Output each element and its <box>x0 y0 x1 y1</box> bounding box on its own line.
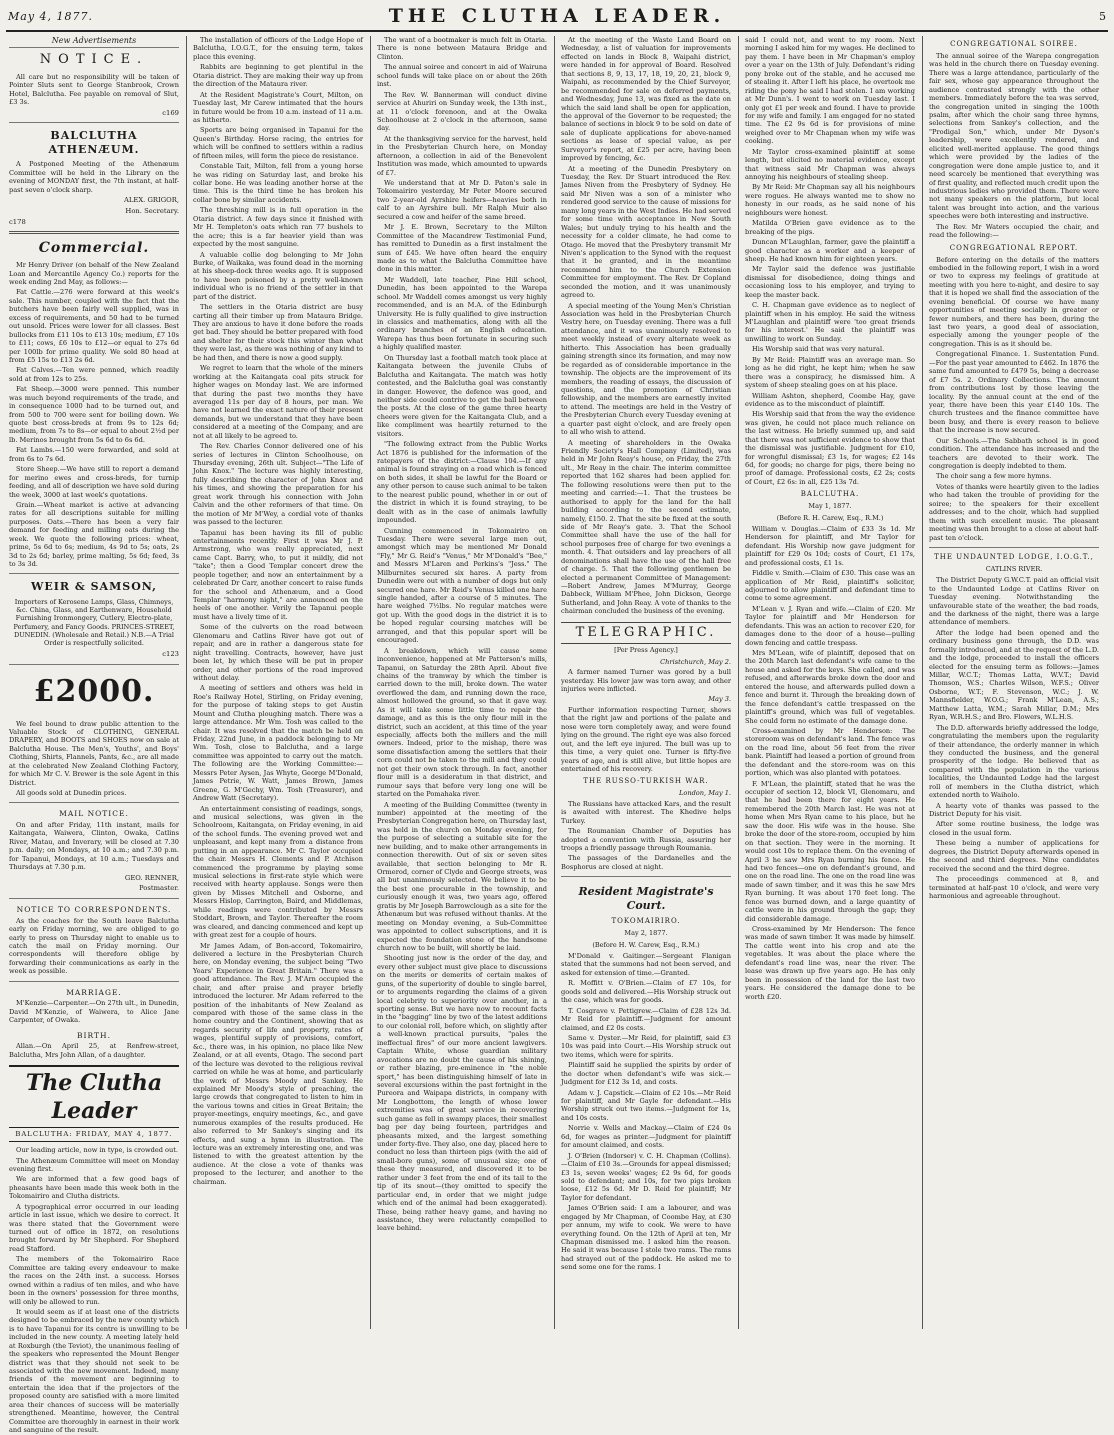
news-paragraph: At a meeting of the Dunedin Presbytery on Tuesday, the Rev. Dr Stuart introduced the Rev. James Niven from the Presbytery of Sydney. He said Mr Niven was a son of a minister who rendered good service to the cause of missions for many long years in the West Indies. He had served for some time with acceptance in New South Wales; but unduly trying to his health and the necessity for a colder climate, he had come to Otago. He moved that the Presbytery transmit Mr Niven's application to the Synod with the request that it be granted, and in the meantime recommend him to the Church Extension Committee for employment. The Rev. Dr Copland seconded the motion, and it was unanimously agreed to. <box>561 164 731 300</box>
telegraphic-paragraph: A farmer named Turner was gored by a bull yesterday. His lower jaw was torn away, and other injuries were inflicted. <box>561 668 731 693</box>
news-paragraph: The Rev. Mr Waters occupied the chair, and read the following:— <box>929 222 1099 240</box>
war-heading: THE RUSSO-TURKISH WAR. <box>583 777 709 786</box>
postmaster-signature: GEO. RENNER, <box>124 873 179 882</box>
news-paragraph: The D.D. afterwards briefly addressed the lodge, congratulating the members upon the regularity of their attendance, the orderly manner in which they conducted the business, and the general prosperity of the lodge. He believed that as compared with the population in the various localities, the Undaunted Lodge had the largest roll of members in the Clutha district, which extended north to Waiholo. <box>929 723 1099 800</box>
court-heading: Resident Magistrate's Court. <box>578 885 714 913</box>
telegraphic-subheading: [Per Press Agency.] <box>614 646 678 655</box>
weir-samson-text: Importers of Kerosene Lamps, Glass, Chimneys, &c. China, Glass, and Earthenware, Household Furnishing Ironmongery, Cutlery, Electro-plate, Perfumery, and Fancy Goods. PRINCES-STREET, DUNEDIN. (Wholesale and Retail.) N.B.—A Trial Order is respectfully solicited. <box>13 597 175 648</box>
column-3 <box>374 36 550 1329</box>
court-case: Cross-examined by Mr Henderson: The fence was made of sawn timber. It was made by himself. The cattle went into his crop and ate the vegetables. It was about the place where the defendant's road line was, near the river. The lease was drawn up five years ago. He has only been in possession of the land for the last two years. He considered the damage done to be worth £20. <box>745 925 915 1001</box>
court-case: Plaintiff said he supplied the spirits by order of the doctor when defendant's wife was sick.—Judgment for £12 3s 1d, and costs. <box>561 1061 731 1087</box>
masthead-date: May 4, 1877. <box>8 10 94 23</box>
weir-samson-code: c123 <box>162 650 179 659</box>
column-2 <box>190 36 366 1329</box>
commercial-paragraph: Fat Calves.—Ten were penned, which readily sold at from 12s to 25s. <box>9 366 179 383</box>
court-case: Mr Taylor cross-examined plaintiff at some length, but elicited no material evidence, except that witness said Mr Chapman was always annoying his neighbours of stealing sheep. <box>745 147 915 181</box>
divider <box>929 547 1099 548</box>
news-paragraph: These being a number of applications for degrees, the District Deputy afterwards opened in the second and third degrees. Nine candidates received the second and the third degree. <box>929 839 1099 873</box>
court-case: M'Lean v. J. Ryan and wife.—Claim of £20. Mr Taylor for plaintiff and Mr Henderson for defendants. This was an action to recover £20, for damages done to the door of a house—pulling down fencing and cattle trespass. <box>745 604 915 647</box>
masthead <box>6 4 1108 32</box>
news-paragraph: Votes of thanks were heartily given to the ladies who had taken the trouble of providing for the soiree; to the speakers for their excellent addresses; and to the choir, which had supplied them with such excellent music. The pleasant meeting was then brought to a close at about half-past ten o'clock. <box>929 482 1099 542</box>
news-paragraph: Mr James Adam, of Bon-accord, Tokomairiro, delivered a lecture in the Presbyterian Church here, on Monday evening, the subject being "Two Years' Experience in Great Britain." There was a good attendance. The Rev. J. M'Arn occupied the chair, and after praise and prayer briefly introduced the lecturer. Mr Adam referred to the position of the inhabitants of New Zealand as compared with those of the same class in the home country and the Continent, showing that as regards security of life and property, rates of wages, plentiful supply of provisions, comfort, &c., there was, in his opinion, no place like New Zealand, or at all events, Otago. The second part of the lecture was devoted to the religious revival carried on while he was at home, and particularly the work of Messrs Moody and Sankey. He explained Mr Moody's style of preaching, the large crowds that congregated to listen to him in the various towns and cities in Great Britain; the prayer-meetings, enquiry meetings, &c., and gave numerous examples of the results produced. He also referred to Mr Sankey's singing and its effects, and sung a hymn in illustration. The lecture was an extremely interesting one, and was listened to with the greatest attention by the audience. At the close a vote of thanks was proposed to the lecturer, and another to the chairman. <box>193 941 363 1186</box>
court-case: William v. Douglas.—Claim of £33 3s 1d. Mr Henderson for plaintiff, and Mr Taylor for defendant. His Worship now gave judgment for plaintiff for £29 0s 10d; costs of Court, £1 17s, and professional costs, £1 1s. <box>745 524 915 567</box>
amount-heading: £2000. <box>33 674 155 710</box>
court-case: Cross-examined by Mr Henderson: The storeroom was on defendant's land. The fence was on the road line, about 56 feet from the river bank. Plaintiff had leased a portion of ground from the defendant and the store-room was on this portion, which was also planted with potatoes. <box>745 726 915 778</box>
court-case: F. M'Lean, the plaintiff, stated that he was the occupier of section 12, block VI, Glenomaru, and that he had been there for eight years. He remembered the 20th March last. He was not at home when Mrs Ryan came to his place, but he saw the door. His wife was in the house. She broke the door of the store-room, occupied by him on that section. They were in the morning. It would cost 10s to replace them. On the evening of April 3 he saw Mrs Ryan burning his fence. He had two fences—one on defendant's ground, and one on the road line. The one on the road line was made of sawn timber, and it was this he saw Mrs Ryan burning. It was about 170 feet long. The fence was burned down, and a large quantity of cattle were in his ground through the gap; they did considerable damage. <box>745 779 915 923</box>
news-paragraph: The annual soiree of the Warepa congregation was held in the church there on Tuesday evening. There was a large attendance, particularly of the fair sex, whose gay appearance throughout the audience contrasted strongly with the other members. Immediately before the tea was served, the congregation united in singing the 100th psalm, after which the choir sang three hymns, selections from Sankey's collection, and the "Prodigal Son," which, under Mr Dyson's leadership, were excellently rendered, and elicited well-merited applause. The good things which were provided by the ladies of the congregation were done ample justice to, and it need scarcely be mentioned that everything was of first quality, and reflected much credit upon the industrious ladies who provided them. There were not many speakers on the platform, but local talent was brought into action, and the various speeches were both interesting and instructive. <box>929 51 1099 221</box>
commercial-paragraph: Store Sheep.—We have still to report a demand for merino ewes and cross-breds, for turnip feeding, and all of description we have sold during the week, 3000 at last week's quotations. <box>9 465 179 499</box>
divider <box>9 898 179 899</box>
news-paragraph: A special meeting of the Young Men's Christian Association was held in the Presbyterian Church Vestry here, on Tuesday evening. There was a full attendance, and it was unanimously resolved to meet weekly instead of every alternate week as hitherto. This Association has been gradually gaining strength since its formation, and may now be regarded as of considerable importance in the township. The objects are the improvement of its members, the reading of essays, the discussion of questions, and the promotion of Christian fellowship, and the members are earnestly invited to attend. The meetings are held in the Vestry of the Presbyterian Church every Tuesday evening at a quarter past eight o'clock, and are freely open to all who wish to attend. <box>561 301 731 437</box>
news-paragraph: The Athenæum Committee will meet on Monday evening first. <box>9 1156 179 1173</box>
war-paragraph: The passages of the Dardanelles and the Bosphorus are closed at night. <box>561 854 731 871</box>
column-rule <box>922 36 923 1329</box>
court-case: R. Moffitt v. O'Brien.—Claim of £7 10s, for goods sold and delivered.—His Worship struck out the case, which was for goods. <box>561 979 731 1005</box>
divider <box>9 122 179 123</box>
news-paragraph: The want of a bootmaker is much felt in Otaria. There is none between Mataura Bridge and Clinton. <box>377 36 547 61</box>
mail-notice-heading: MAIL NOTICE. <box>59 809 129 819</box>
newspaper-banner: The Clutha Leader <box>9 1065 179 1128</box>
news-paragraph: On Thursday last a football match took place at Kaitangata between the juvenile Clubs of Balclutha and Kaitangata. The match was hotly contested, and the Balclutha goal was constantly in danger. However, the defence was good, and neither side could contrive to get the ball between the posts. At the close of the game three hearty cheers were given for the Kaitangata Club, and a like compliment was heartily returned to the visitors. <box>377 353 547 438</box>
birth-text: Allan.—On April 25, at Renfrew-street, Balclutha, Mrs John Allan, of a daughter. <box>9 1042 179 1059</box>
news-paragraph: Mr Waddell, late teacher, Pine Hill school, Dunedin, has been appointed to the Warepa school. Mr Waddell comes amongst us very highly recommended, and is an M.A. of the Edinburgh University. He is fully qualified to give instruction in classics and mathematics, along with all the ordinary branches of an English education. Warepa has thus been fortunate in securing such a highly qualified master. <box>377 275 547 352</box>
correspondents-text: As the coaches for the South leave Balclutha early on Friday morning, we are obliged to go early to press on Thursday night to enable us to catch the mail on Friday morning. Our correspondents will therefore oblige by forwarding their communications as early in the week as possible. <box>9 916 179 976</box>
news-paragraph: Before entering on the details of the matters embodied in the following report, I wish in a word or two to express my feelings of gratitude at meeting with you here to-night, and desire to say that it is hoped we shall find the association of the evening beneficial. Of course we have many opportunities of meeting socially in greater or fewer numbers, and there has been, during the last two years, a good deal of association, especially among the younger people of the congregation. This is as it should be. <box>929 255 1099 348</box>
news-paragraph: A typographical error occurred in our leading article in last issue, which we desire to correct. It was there stated that the Government were turned out of office in 1872, on resolutions brought forward by Mr Shepherd. For Shepherd read Stafford. <box>9 1202 179 1253</box>
news-paragraph: Congregational Finance. 1. Sustentation Fund.—For the past year amounted to £462. In 1876 the same fund amounted to £479 5s, being a decrease of £7 5s. 2. Ordinary Collections. The amount from contributions lost by those leaving the locality. By the annual count at the end of the year, there have been this year £140 10s. The church trustees and the finance committee have been busy, and there is every reason to believe that the increase is now secured. <box>929 350 1099 435</box>
news-paragraph: "The following extract from the Public Works Act 1876 is published for the information of the ratepayers of the district:—Clause 104.—If any animal is found straying on a road which is fenced on both sides, it shall be lawful for the Board or any other person to cause such animal to be taken to the nearest public pound, whether in or out of the district in which it is found straying, to be dealt with as in the case of animals lawfully impounded. <box>377 440 547 525</box>
news-paragraph: The installation of officers of the Lodge Hope of Balclutha, I.O.G.T., for the ensuing term, takes place this evening. <box>193 36 363 61</box>
dateline-place: London, May 1. <box>678 789 731 798</box>
telegraphic-heading: TELEGRAPHIC. <box>561 622 731 645</box>
court-case: Duncan M'Laughlan, farmer, gave the plaintiff a good character as a worker and a keeper of sheep. He had known him for eighteen years. <box>745 238 915 263</box>
court-case: M'Donald v. Gaitinger.—Sergeant Flanigan stated that the summons had not been served, and asked for extension of time.—Granted. <box>561 952 731 977</box>
court-case: William Ashton, shepherd, Coombe Hay, gave evidence as to the misconduct of plaintiff. <box>745 391 915 408</box>
correspondents-heading: NOTICE TO CORRESPONDENTS. <box>16 905 172 915</box>
news-paragraph: A meeting of the Building Committee (twenty in number) appointed at the meeting of the Presbyterian Congregation here, on Thursday last, was held in the church on Monday evening, for the purpose of selecting a suitable site for the new building, and to make other arrangements in connection therewith. Out of six or seven sites available, that section belonging to Mr R. Ormerod, corner of Clyde and George streets, was all but unanimously selected. We believe it to be the best one procurable in the township, and curiously enough it was, two years ago, offered gratis by Mr Joseph Barrowclough as a site for the Athenæum but was refused without thanks. At the meeting on Monday evening, a Sub-Committee was appointed to collect subscriptions, and it is expected the foundation stone of the handsome church now to be built, will shortly be laid. <box>377 800 547 952</box>
court-case: Matilda O'Brien gave evidence as to the breaking of the pigs. <box>745 219 915 236</box>
court-case: J. O'Brien (Indorser) v. C. H. Chapman (Collins).—Claim of £10 3s.—Grounds for appeal dismissed; £3 1s, seven weeks' wages; £2 9s 6d, for goods sold to defendant; and 10s, for two pigs broken loose, £12 5s 6d. Mr D. Reid for plaintiff; Mr Taylor for defendant. <box>561 1151 731 1202</box>
marriage-heading: MARRIAGE. <box>66 987 122 997</box>
notice-text: All care but no responsibility will be taken of Pointer Sluts sent to George Stanbrook, Crown Hotel, Balclutha. Fee payable on removal of Slut, £3 3s. <box>9 72 179 107</box>
court-case: Mrs M'Lean, wife of plaintiff, deposed that on the 20th March last defendant's wife came to the house and asked for the keys. She called, and was refused, and afterwards broke down the door and entered the house, and afterwards pulled down a fence and burnt it. Through the breaking down of the fence defendant's cattle trespassed on the plaintiff's ground, which was full of vegetables. She could form no estimate of the damage done. <box>745 649 915 725</box>
column-rule <box>738 36 739 1329</box>
news-paragraph: At the meeting of the Waste Land Board on Wednesday, a list of valuation for improvements effected on lands in Block 8, Waipahi district, were handed in for approval of Board. Resolved that sections 8, 9, 13, 17, 18, 19, 20, 21, block 9, Waipahi, as recommended by the Chief Surveyor, be recommended for sale on deferred payments, and Wednesday, June 13, was fixed as the date on which the said land shall be open for application, the approval of the Governor to be requested; the balance of sections in block 9 to be sold on date of sale of duplicate applications for above-named sections as lease of special value, as per Surveyor's report, at £25 per acre, having been improved by fencing, &c. <box>561 36 731 163</box>
athenaeum-text: A Postponed Meeting of the Athenæum Committee will be held in the Library on the evening of MONDAY first, the 7th instant, at half-past seven o'clock sharp. <box>9 160 179 194</box>
column-6 <box>926 36 1102 1329</box>
news-paragraph: The choir sang a few more hymns. <box>936 472 1052 481</box>
court-case: Adam v. J. Capstick.—Claim of £2 10s.—Mr Reid for plaintiff, and Mr Gayle for defendant.—His Worship struck out two items.—Judgment for 1s, and 10s costs. <box>561 1088 731 1122</box>
news-paragraph: The District Deputy G.W.C.T. paid an official visit to the Undaunted Lodge at Catlins River on Tuesday evening. Notwithstanding the unfavourable state of the weather, the bad roads, and the darkness of the night, there was a large attendance of members. <box>929 576 1099 627</box>
news-paragraph: A breakdown, which will cause some inconvenience, happened at Mr Patterson's mills, Tapanui, on Saturday the 28th April. About five chains of the tramway by which the timber is carried down to the mill, broke down. The water overflowed the dam, and running down the race, almost hollowed the ground, so that it gave way. As it will take some little time to repair the damage, and as this is the only flour mill in the district, such an accident, at this time of the year especially, affects both the millers and the mill owners. Indeed, prior to the mishap, there was some dissatisfaction among the settlers that their corn could not be taken to the mill and they could not get their own stock through. In fact, another flour mill is a desideratum in that district, and rumour says that before very long one will be started on the Pomahaka river. <box>377 646 547 799</box>
athenaeum-code: c178 <box>9 217 26 226</box>
news-paragraph: A meeting of settlers and others was held in Roe's Railway Hotel, Stirling, on Friday evening, for the purpose of taking steps to get Austin Mount and Clutha ploughing match. There was a large attendance. Mr Wm. Tosh was called to the chair. It was resolved that the match be held on Friday, 22nd June, in a paddock belonging to Mr Wm. Tosh, close to Balclutha, and a large committee was appointed to carry out the match. The following are the Working Committee:—Messrs Peter Aysen, Jas Whyte, George M'Donald, James Petrie, W. Watt, James Brown, James Greene, G. M'Gechy, Wm. Tosh (Treasurer), and Andrew Watt (Secretary). <box>193 684 363 803</box>
news-paragraph: Rabbits are beginning to get plentiful in the Otaria district. They are making their way up from the direction of the Mataura river. <box>193 63 363 89</box>
news-paragraph: A meeting of shareholders in the Owaka Friendly Society's Hall Company (Limited), was held in Mr John Reay's house, on Friday, the 27th ult., Mr Reay in the chair. The interim committee reported that 162 shares had been applied for. The following resolutions were then put to the meeting and carried:—1. That the trustees be authorised to apply for the land for the hall building according to the second estimate, namely, £150. 2. That the site be fixed at the south side of Mr Reay's gate. 3. That the School Committee shall have the use of the hall for school purposes free of charge for two evenings a month. 4. That outsiders and lay preachers of all denominations shall have the use of the hall free of charge. 5. That the following gentlemen be elected a permanent Committee of Management:—Robert Andrew, James M'Murray, George Dabbeck, William M'Phee, John Dickson, George Sutherland, and John Reay. A vote of thanks to the chairman concluded the business of the evening. <box>561 438 731 616</box>
news-paragraph: Cunning commenced in Tokomairiro on Tuesday. There were several large men out, amongst which may be mentioned Mr Donald "Fly," Mr G. Reid's "Venus," Mr M'Donald's "Bee," and Messrs M'Laren and Perkins's "Jess." The Milburnites secured six hares. A party from Dunedin were out with a number of dogs but only secured one hare. Mr Reid's Venus killed one hare single handed, after a course of 5 minutes. The hare weighed 7½lbs. No regular matches were got up. With the good dogs in the district it is to be hoped regular coursing matches will be arranged, and that this popular sport will be encouraged. <box>377 526 547 645</box>
drapery-note: All goods sold at Dunedin prices. <box>16 789 127 798</box>
court-case: T. Cosgrave v. Pettigrew.—Claim of £28 12s 3d. Mr Reid for plaintiff.—Judgment for amount claimed, and £2 0s costs. <box>561 1006 731 1032</box>
news-paragraph: The Rev. W. Bannerman will conduct divine service at Ahuriri on Sunday week, the 13th inst., at 11 o'clock forenoon, and at the Owaka Schoolhouse at 2 o'clock in the afternoon, same day. <box>377 90 547 133</box>
athenaeum-signature: ALEX. GRIGOR, <box>123 196 179 205</box>
page-number: 5 <box>1099 10 1106 23</box>
court-case: By Mr Reid: Plaintiff was an average man. So long as he did right, he kept him; when he saw there was a conspiracy, he dismissed him. A system of sheep stealing goes on at his place. <box>745 355 915 390</box>
commercial-paragraph: Fat Cattle.—276 were forward at this week's sale. This number, coupled with the fact that the butchers have been fairly well supplied, was in excess of requirements, and 50 had to be turned out unsold. Prices were lower for all classes. Best bullocks from £11 10s to £13 10s; medium, £7 10s to £11; cows, £6 10s to £12—or equal to 27s 6d per 100lb for prime quality. We sold 80 head at from £5 15s to £13 2s 6d. <box>9 288 179 364</box>
court-date: May 2, 1877. <box>624 929 668 938</box>
news-paragraph: At the Resident Magistrate's Court, Milton, on Tuesday last, Mr Carew intimated that the hours in future would be from 10 a.m. instead of 11 a.m. as hitherto. <box>193 90 363 124</box>
commercial-heading: Commercial. <box>38 240 150 257</box>
commercial-paragraph: Mr Henry Driver (on behalf of the New Zealand Loan and Mercantile Agency Co.) reports for the week ending 2nd May, as follows:— <box>9 261 179 287</box>
drapery-advertisement: We feel bound to draw public attention to the Valuable Stock of CLOTHING, GENERAL DRAPERY, and BOOTS and SHOES now on sale at Balclutha House. The Men's, Youths', and Boys' Clothing, Shirts, Flannels, Pants, &c., are all made at the celebrated New Zealand Clothing Factory, for which Mr C. V. Brewer is the sole Agent in this District. <box>9 719 179 787</box>
news-paragraph: Shooting just now is the order of the day, and every other subject must give place to discussions on the merits or demerits of certain makes of guns, of the superiority of double to single barrel, or to arguments regarding the claims of a given local celebrity to superiority over another, in a sporting sense. But we have now to recount facts in the "bagging" line by two of the latest additions to our colonial roll, before which, on slightly after a well-known practical pursuits, "pales the ineffectual fires" of our more ancient lawgivers. Captain White, whose guardian military avocations are no doubt the cause of his shining, or rather blazing, pre-eminence in "the noble sport," has been distinguishing himself of late in several excursions within the past fortnight in the Pureora and Waipapa districts, in company with Mr Longbottom, the length of whose lower extremities was of great service in recovering such game as fell in swampy places, their smallest bag per day being fourteen, partridges and pheasants mixed, and the largest something under forty-five. They also, one day, placed here to conduct no less than thirteen pigs (with the aid of small-bore guns), some of unusual size; one of these they measured, and discovered it to be rather under 3 feet from the end of its tail to the tip of its snout—(they omitted to specify the particular end, in order that we might judge which end of the animal had been exaggerated). These, being rather heavy game, and having no assistance, they were reluctantly compelled to leave behind. <box>377 954 547 1233</box>
court-case: By Mr Reid: Mr Chapman say all his neighbours were rogues. He always wanted me to show no honesty in our roads, as he said none of his neighbours were honest. <box>745 183 915 217</box>
court-place: TOKOMAIRIRO. <box>611 917 681 926</box>
war-paragraph: The Roumanian Chamber of Deputies has adopted a convention with Russia, assuring her troops a friendly passage through Roumania. <box>561 827 731 852</box>
notice-heading: NOTICE. <box>39 52 149 68</box>
news-paragraph: An entertainment consisting of readings, songs, and musical selections, was given in the Schoolroom, Kaitangata, on Friday evening, in aid of the school funds. The evening proved wet and unpleasant, and kept many from a distance from putting in an appearance. Mr C. Taylor occupied the chair. Messrs H. Clements and P. Atchison commenced the programme by playing some musical selections in first-rate style which were received with hearty applause. Songs were then given by Misses Mitchell and Osborne, and Messrs Hislop, Carrington, Baird, and Middlemas, while readings were contributed by Messrs Stoddart, Brown, and Taylor. Thereafter the room was cleared, and dancing commenced and kept up with great zest for a couple of hours. <box>193 804 363 940</box>
court-case: Same v. Dyster.—Mr Reid, for plaintiff, said £3 10s was paid into Court.—His Worship struck out two items, which were for spirits. <box>561 1033 731 1059</box>
column-1 <box>6 36 182 1435</box>
weir-samson-heading: WEIR & SAMSON, <box>31 580 157 594</box>
news-paragraph: It would seem as if at least one of the districts designed to be embraced by the new county which is to have Tapanui for its centre is unwilling to be included in the new county. A meeting lately held at Roxburgh (the Teviot), the unanimous feeling of the speakers who represented the Mount Benger district was that they should not seek to be associated with the new movement. Indeed, many friends of the movement are beginning to entertain the idea that if the projectors of the proposed county are satisfied with a more limited area their chances of success will be materially strengthened. Meantime, however, the Central Committee are thoroughly in earnest in their work and sanguine of the result. <box>9 1307 179 1435</box>
court-case: Mr Taylor said the defence was justifiable dismissal for disobedience, doing things and occasioning loss to his employer, and trying to keep the master back. <box>745 265 915 299</box>
news-paragraph: At the thanksgiving service for the harvest, held in the Presbyterian Church here, on Monday afternoon, a collection in aid of the Benevolent Institution was made, which amounted to upwards of £7. <box>377 134 547 177</box>
lodge-subheading: CATLINS RIVER. <box>985 564 1043 573</box>
commercial-paragraph: Grain.—Wheat market is active at advancing rates for all descriptions suitable for milling purposes. Oats.—There has been a very fair demand for feeding and milling oats during the week. We quote the following prices: wheat, prime, 5s 6d to 6s; medium, 4s 9d to 5s; oats, 2s 3d to 2s 6d; barley, prime malting, 5s 6d; feed, 3s to 3s 3d. <box>9 500 179 569</box>
commercial-paragraph: Fat Lambs.—150 were forwarded, and sold at from 6s to 7s 6d. <box>9 446 179 463</box>
masthead-title: THE CLUTHA LEADER. <box>388 5 726 27</box>
news-paragraph: Constable Tait, Milton, fell from a young horse he was riding on Saturday last, and broke his collar bone. He was leading another horse at the time. This is the third time he has broken his collar bone by similar accidents. <box>193 162 363 204</box>
divider <box>9 981 179 982</box>
dateline-place: May 3. <box>708 695 731 704</box>
divider <box>9 573 179 574</box>
section-heading: New Advertisements <box>9 36 179 48</box>
news-paragraph: The annual soiree and concert in aid of Wairuna school funds will take place on or about the 26th inst. <box>377 63 547 89</box>
mail-notice-text: On and after Friday, 11th instant, mails for Kaitangata, Waiwera, Clinton, Owaka, Catlins River, Matau, and Inverary, will be closed at 7.30 p.m. daily; on Mondays, at 10 a.m.; and 7.30 p.m. for Tapanui, Mondays, at 10 a.m.; Tuesdays and Thursdays at 7.30 p.m. <box>9 821 179 872</box>
column-rule <box>186 36 187 1329</box>
commercial-paragraph: Fat Sheep.—3000 were penned. This number was much beyond requirements of the trade, and in consequence 1000 had to be turned out, and from 500 to 700 were sent for boiling down. We quote best cross-breds at from 9s to 12s 6d; medium, from 7s to 8s—or equal to about 2½d per lb. Merinos brought from 5s 6d to 6s 6d. <box>9 385 179 444</box>
court-case: C. H. Chapman gave evidence as to neglect of plaintiff when in his employ. He said the witness M'Laughlan and plaintiff were 'too great friends for his interest.' He said the plaintiff was unwilling to work on Sunday. <box>745 301 915 343</box>
divider <box>9 802 179 803</box>
news-paragraph: We understand that at Mr D. Paton's sale in Tokomairiro yesterday, Mr Peter Moore secured two 2-year-old Ayrshire heifers—heavies both in calf to an Ayrshire bull. Mr Ralph Muir also secured a cow and heifer of the same breed. <box>377 179 547 221</box>
telegraphic-paragraph: Further information respecting Turner, shows that the right jaw and portions of the palate and nose were torn completely away, and were found lying on the ground. The right eye was also forced out, and the left eye injured. The bull was up to this time, a very quiet one. Turner is fifty-five years of age, and is still alive, but little hopes are entertained of his recovery. <box>561 705 731 773</box>
athenaeum-signature-title: Hon. Secretary. <box>125 206 179 215</box>
news-paragraph: We are informed that a few good bags of pheasants have been made this week both in the Tokomairiro and Clutha districts. <box>9 1175 179 1201</box>
news-paragraph: The members of the Tokomairiro Race Committee are taking every endeavour to make the races on the 24th inst. a success. Horses owned within a radius of ten miles, and who have been in the owners' possession for three months, will only be allowed to run. <box>9 1255 179 1306</box>
news-paragraph: Our leading article, now in type, is crowded out. <box>16 1146 179 1155</box>
court-case: Norrie v. Wells and Mackay.—Claim of £24 0s 6d, for wages as printer.—Judgment for plaintiff for amount claimed, and costs. <box>561 1124 731 1150</box>
column-rule <box>554 36 555 1329</box>
column-4 <box>558 36 734 1329</box>
birth-heading: BIRTH. <box>77 1030 111 1040</box>
news-paragraph: Our Schools.—The Sabbath school is in good condition. The attendance has increased and the teachers are devoted to their work. The congregation is deeply indebted to them. <box>929 436 1099 471</box>
news-paragraph: The Rev. Charles Connor delivered one of his series of lectures in Clinton Schoolhouse, on Thursday evening, 26th ult. Subject—"The Life of John Knox." The lecture was highly interesting, fully describing the character of John Knox and his times, and showing the preparation for his great work through his connection with John Calvin and the other reformers of that time. On the motion of Mr M'Wey, a cordial vote of thanks was passed to the lecturer. <box>193 442 363 527</box>
war-paragraph: The Russians have attacked Kars, and the result is awaited with interest. The Khedive helps Turkey. <box>561 799 731 825</box>
news-paragraph: The proceedings commenced at 8, and terminated at half-past 10 o'clock, and were very harmonious and agreeable throughout. <box>929 875 1099 900</box>
notice-code: c169 <box>162 108 179 117</box>
news-paragraph: Some of the culverts on the road between Glenomaru and Catlins River have got out of repair, and are in rather a dangerous state for night travelling. Contracts, however, have just been let, by which these will be put in proper order, and other portions of the road improved without delay. <box>193 623 363 682</box>
court-case: His Worship said that from the way the evidence was given, he could not place much reliance on the last witness. He briefly summed up, and said that there was not sufficient evidence to show that the dismissal was justifiable. Judgment for £10, for wrongful dismissal; £3 1s, for wages; £2 14s 6d, for goods; no charge for pigs, there being no proof of damage. Professional costs, £2 2s; costs of Court, £2 6s: in all, £25 13s 7d. <box>745 410 915 486</box>
column-rule <box>370 36 371 1329</box>
news-paragraph: Tapanui has been having its fill of public entertainments recently. First it was Mr J. P. Armstrong, who was really appreciated, next came Capt. Barry, who, to put it mildly, did not "take"; then a Good Templar concert drew the people together, and now an entertainment by a celebrated Dr Carr, another concert to raise funds for the school and Athenæum, and a Good Templar "harmony night," are announced on the heels of one another. Verily the Tapanui people must have a lively time of it. <box>193 528 363 621</box>
news-paragraph: A valuable collie dog belonging to Mr John Burke, of Waikaka, was found dead in the morning at his sheep-dock three weeks ago. It is supposed to have been poisoned by a pretty well-known individual who is no friend of the settler in that part of the district. <box>193 250 363 301</box>
news-paragraph: We regret to learn that the whole of the miners working at the Kaitangata coal pits struck for higher wages on Monday last. We are informed that during the past two months they have averaged 11s per day of 8 hours, per man. We have not learned the exact nature of their present demands, but we understand that they have been considered at a meeting of the Company, and are not at all likely to be agreed to. <box>193 364 363 440</box>
court-case: His Worship said that was very natural. <box>752 345 885 354</box>
soiree-heading: CONGREGATIONAL SOIREE. <box>950 40 1078 48</box>
columns <box>6 36 1108 1435</box>
court-case: James O'Brien said: I am a labourer, and was engaged by Mr Chapman, of Coombe Hay, at £30 per annum, my wife to cook. We were to have everything found. On the 12th of April at ten, Mr Chapman dismissed me. I asked him the reason. He said it was because I stole two rams. The rams had strayed out of the paddock. He asked me to send some one for the rams. I <box>561 1204 731 1272</box>
divider <box>9 664 179 665</box>
postmaster-title: Postmaster. <box>138 884 179 893</box>
news-paragraph: The settlers in the Otaria district are busy carting all their timber up from Mataura Bridge. They are anxious to have it done before the roads get bad. They should be better prepared with food and shelter for their stock this winter than what they were last, as there was nothing of any kind to be had then, and there is now a good supply. <box>193 303 363 362</box>
column-5 <box>742 36 918 1329</box>
divider <box>561 876 731 877</box>
lodge-heading: THE UNDAUNTED LODGE, I.O.G.T., <box>934 552 1094 561</box>
news-paragraph: Sports are being organised in Tapanui for the Queen's Birthday. Horse racing, the entries for which will be confined to settlers within a radius of fifteen miles, will form the piece de resistance. <box>193 126 363 160</box>
court-before: (Before R. H. Carew, Esq., R.M.) <box>776 513 884 522</box>
dateline: BALCLUTHA: FRIDAY, MAY 4, 1877. <box>9 1130 179 1142</box>
court-case: said I could not, and went to my room. Next morning I asked him for my wages. He declined to pay them. I have been in Mr Chapman's employ over a year on the 13th of July. Defendant's riding pony broke out of the stable, and he accused me of stealing it. After I left his place, he overtook me riding the pony he said I had stolen. I am working at Mr Dunn's. I went to work on Tuesday last. I only got £1 per week and found. I have to provide for my wife and family. I am engaged for no stated time. The £2 9s 6d is for provisions of mine weighed over to Mr Chapman when my wife was cooking. <box>745 36 915 146</box>
divider <box>9 231 179 234</box>
dateline-place: Christchurch, May 2. <box>660 657 731 666</box>
court-case: Fiddle v. Smith.—Claim of £30. This case was an application of Mr Reid, plaintiff's solicitor, adjourned to allow plaintiff and defendant time to come to some agreement. <box>745 569 915 603</box>
marriage-text: M'Kenzie—Carpenter.—On 27th ult., in Dunedin, David M'Kenzie, of Waiwera, to Alice Jane Carpenter, of Owaka. <box>9 999 179 1025</box>
court-place: BALCLUTHA. <box>800 490 860 499</box>
news-paragraph: A hearty vote of thanks was passed to the District Deputy for his visit. <box>929 801 1099 819</box>
court-date: May 1, 1877. <box>808 502 852 511</box>
athenaeum-heading: BALCLUTHA ATHENÆUM. <box>48 129 140 157</box>
news-paragraph: Mr J. E. Brown, Secretary to the Milton Committee of the Macandrew Testimonial Fund, has remitted to Dunedin as a first instalment the sum of £45. We have often heard the enquiry made as to what the Balclutha Committee have done in this matter. <box>377 223 547 274</box>
news-paragraph: After the lodge had been opened and the ordinary business gone through, the D.D. was formally introduced, and at the request of the L.D. and the lodge, proceeded to install the officers elected for the ensuing term as follows:—James Millar, W.C.T.; Thomas Latta, W.V.T.; David Thomson, W.S.; Charles Wilson, W.F.S.; Oliver Osborne, W.T.; F. Stevenson, W.C.; J. W. Mannsfielder, W.O.G.; Frank M'Lean, A.S.; Matthew Latta, W.M.; Sarah Millar, D.M.; Mrs Ryan, W.R.H.S.; and Bro. Flowers, W.L.H.S. <box>929 628 1099 722</box>
news-paragraph: The threshing mill is in full operation in the Otaria district. A few days since it finished with Mr H. Templeton's oats which ran 77 bushels to the acre; this is a far heavier yield than was expected by the most sanguine. <box>193 206 363 249</box>
report-heading: CONGREGATIONAL REPORT. <box>949 243 1079 252</box>
court-before: (Before H. W. Carew, Esq., R.M.) <box>592 940 700 949</box>
news-paragraph: After some routine business, the lodge was closed in the usual form. <box>929 820 1099 837</box>
